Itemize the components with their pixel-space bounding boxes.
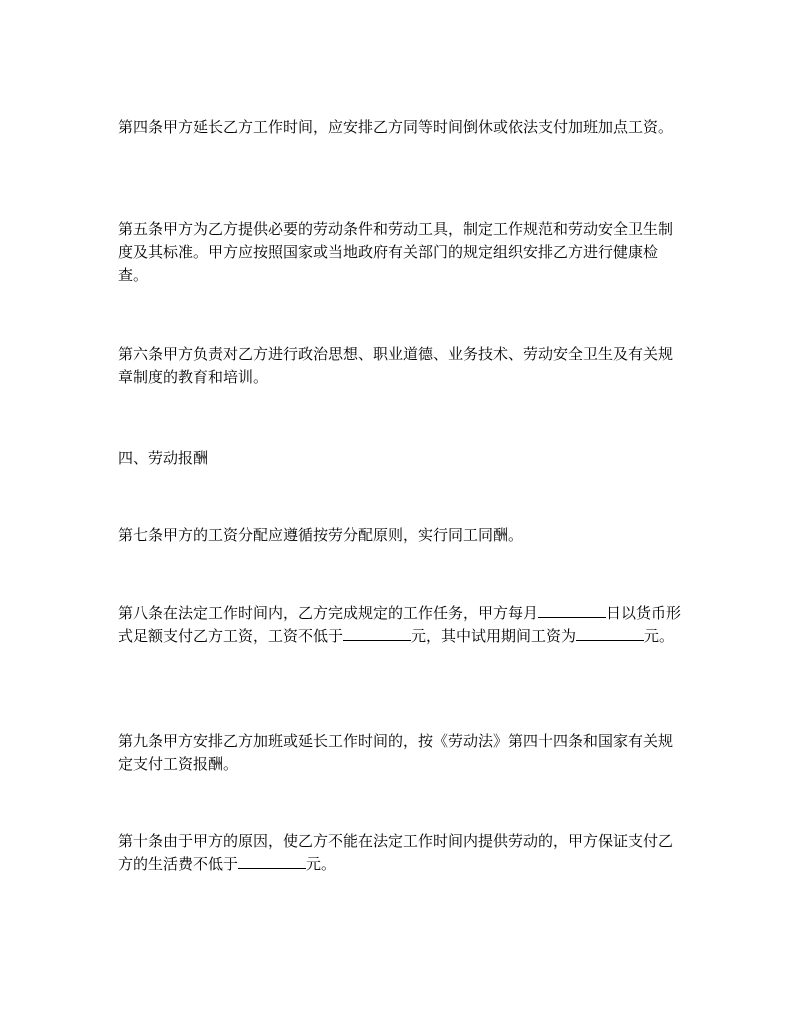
- fill-blank-min-wage[interactable]: [343, 625, 411, 641]
- article-8-paragraph: [118, 602, 682, 648]
- article-6-paragraph: 第六条甲方负责对乙方进行政治思想、职业道德、业务技术、劳动安全卫生及有关规章制度的教育和培训。: [118, 345, 674, 386]
- article-5-paragraph: 第五条甲方为乙方提供必要的劳动条件和劳动工具，制定工作规范和劳动安全卫生制度及其标准。甲方应按照国家或当地政府有关部门的规定组织安排乙方进行健康检查。: [118, 220, 674, 284]
- article-8-text-c: 元，其中试用期间工资为: [411, 627, 577, 645]
- fill-blank-pay-day[interactable]: [538, 602, 606, 618]
- article-10-text-a: 第十条由于甲方的原因，使乙方不能在法定工作时间内提供劳动的，甲方保证支付乙方的生活费不低于: [118, 832, 674, 873]
- section-4-heading: 四、劳动报酬: [118, 449, 209, 467]
- article-4-paragraph: 第四条甲方延长乙方工作时间，应安排乙方同等时间倒休或依法支付加班加点工资。: [118, 118, 674, 136]
- fill-blank-living-allowance[interactable]: [238, 853, 306, 869]
- article-10-text-b: 元。: [306, 855, 337, 873]
- article-9-paragraph: 第九条甲方安排乙方加班或延长工作时间的，按《劳动法》第四十四条和国家有关规定支付工资报酬。: [118, 732, 674, 773]
- article-8-text-a: 第八条在法定工作时间内，乙方完成规定的工作任务，甲方每月: [118, 604, 539, 622]
- article-10-paragraph: [118, 830, 682, 876]
- article-8-text-d: 元。: [644, 627, 675, 645]
- fill-blank-probation-wage[interactable]: [576, 625, 644, 641]
- article-8-text-b: 日以货币形式足额支付乙方工资，工资不低于: [118, 604, 682, 645]
- article-7-paragraph: 第七条甲方的工资分配应遵循按劳分配原则，实行同工同酬。: [118, 526, 524, 544]
